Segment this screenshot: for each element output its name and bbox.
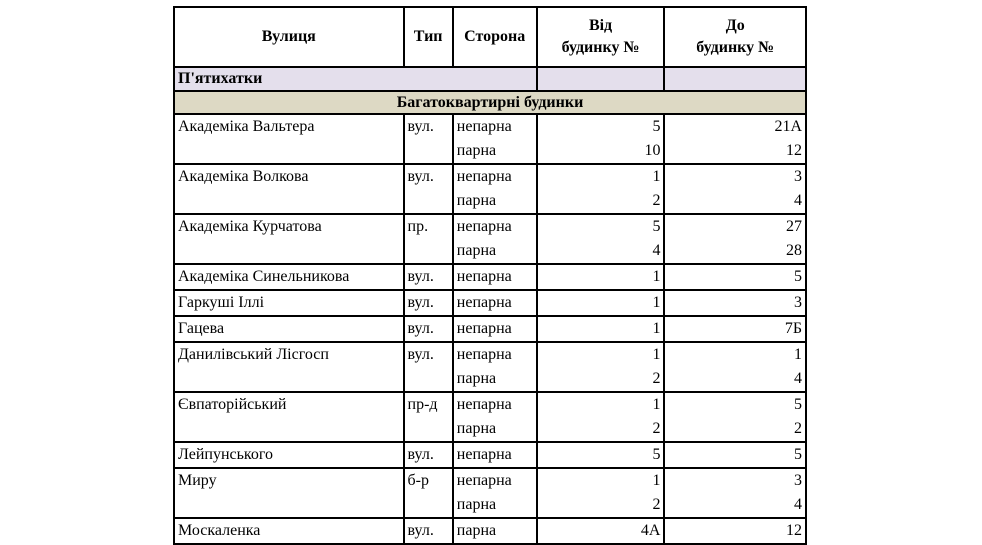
to-house-number: 3 <box>794 168 802 185</box>
to-cell <box>664 114 806 164</box>
street-type: вул. <box>404 518 453 544</box>
from-house-number: 2 <box>652 370 661 387</box>
district-to-empty <box>664 67 806 91</box>
street-type: вул. <box>404 442 453 468</box>
street-name: Гацева <box>174 316 404 342</box>
to-house-number: 4 <box>794 192 802 209</box>
side-cell <box>453 114 537 164</box>
table-row <box>174 290 806 316</box>
district-name: П'ятихатки <box>174 67 537 91</box>
header-side: Сторона <box>453 7 537 67</box>
district-from-empty <box>537 67 665 91</box>
street-type: вул. <box>404 264 453 290</box>
street-name: Академіка Волкова <box>174 164 404 214</box>
side-value: непарна <box>456 268 512 285</box>
from-house-number: 2 <box>652 192 661 209</box>
table-row <box>174 164 806 214</box>
to-house-number: 4 <box>794 370 802 387</box>
from-cell <box>537 264 665 290</box>
street-type: вул. <box>404 164 453 214</box>
table-row <box>174 392 806 442</box>
street-name: Данилівський Лісгосп <box>174 342 404 392</box>
street-name: Москаленка <box>174 518 404 544</box>
category-row <box>174 91 806 114</box>
to-house-number: 7Б <box>784 320 802 337</box>
side-cell <box>453 442 537 468</box>
street-type: б-р <box>404 468 453 518</box>
header-row <box>174 7 806 67</box>
to-cell <box>664 442 806 468</box>
side-value: парна <box>456 242 497 259</box>
side-cell <box>453 164 537 214</box>
from-house-number: 4А <box>640 522 661 539</box>
side-value: парна <box>456 192 497 209</box>
table-row <box>174 264 806 290</box>
side-cell <box>453 392 537 442</box>
side-cell <box>453 342 537 392</box>
table-row <box>174 114 806 164</box>
side-value: парна <box>456 522 497 539</box>
from-house-number: 10 <box>644 142 661 159</box>
to-house-number: 3 <box>794 472 802 489</box>
street-name: Миру <box>174 468 404 518</box>
header-to-line2: будинку № <box>696 39 775 56</box>
category-name: Багатоквартирні будинки <box>174 91 806 114</box>
from-cell <box>537 114 665 164</box>
from-cell <box>537 392 665 442</box>
to-cell <box>664 214 806 264</box>
from-cell <box>537 342 665 392</box>
table-row <box>174 468 806 518</box>
from-cell <box>537 468 665 518</box>
to-cell <box>664 164 806 214</box>
side-cell <box>453 316 537 342</box>
street-name: Євпаторійський <box>174 392 404 442</box>
street-name: Академіка Синельникова <box>174 264 404 290</box>
to-cell <box>664 342 806 392</box>
side-value: непарна <box>456 168 512 185</box>
from-house-number: 4 <box>652 242 661 259</box>
table-row <box>174 518 806 544</box>
side-value: парна <box>456 370 497 387</box>
side-value: непарна <box>456 346 512 363</box>
street-name: Лейпунського <box>174 442 404 468</box>
header-street: Вулиця <box>174 7 404 67</box>
to-house-number: 3 <box>794 294 802 311</box>
street-type: вул. <box>404 342 453 392</box>
from-house-number: 1 <box>652 346 661 363</box>
from-house-number: 1 <box>652 320 661 337</box>
from-cell <box>537 290 665 316</box>
side-value: непарна <box>456 446 512 463</box>
to-house-number: 12 <box>786 522 802 539</box>
side-value: непарна <box>456 294 512 311</box>
side-cell <box>453 468 537 518</box>
street-type: вул. <box>404 290 453 316</box>
side-cell <box>453 518 537 544</box>
header-from <box>537 7 665 67</box>
to-house-number: 12 <box>786 142 802 159</box>
to-cell <box>664 468 806 518</box>
side-cell <box>453 290 537 316</box>
street-type: пр-д <box>404 392 453 442</box>
street-type: вул. <box>404 316 453 342</box>
to-house-number: 5 <box>794 396 802 413</box>
to-house-number: 2 <box>794 420 802 437</box>
from-house-number: 1 <box>652 472 661 489</box>
table-row <box>174 214 806 264</box>
header-from-line2: будинку № <box>561 39 640 56</box>
to-house-number: 1 <box>794 346 802 363</box>
from-house-number: 1 <box>652 268 661 285</box>
side-value: парна <box>456 142 497 159</box>
to-cell <box>664 392 806 442</box>
street-name: Гаркуші Іллі <box>174 290 404 316</box>
to-cell <box>664 264 806 290</box>
from-house-number: 5 <box>652 446 661 463</box>
to-cell <box>664 290 806 316</box>
from-cell <box>537 214 665 264</box>
street-type: вул. <box>404 114 453 164</box>
from-house-number: 5 <box>652 118 661 135</box>
table-row <box>174 342 806 392</box>
to-house-number: 27 <box>786 218 802 235</box>
to-house-number: 21А <box>774 118 802 135</box>
header-type: Тип <box>404 7 453 67</box>
district-row <box>174 67 806 91</box>
table-row <box>174 442 806 468</box>
to-house-number: 5 <box>794 268 802 285</box>
side-value: непарна <box>456 218 512 235</box>
to-cell <box>664 316 806 342</box>
street-type: пр. <box>404 214 453 264</box>
from-cell <box>537 164 665 214</box>
from-house-number: 5 <box>652 218 661 235</box>
street-address-table <box>173 6 807 545</box>
side-value: парна <box>456 496 497 513</box>
street-name: Академіка Курчатова <box>174 214 404 264</box>
side-value: непарна <box>456 396 512 413</box>
from-house-number: 1 <box>652 396 661 413</box>
side-value: непарна <box>456 118 512 135</box>
header-to <box>664 7 806 67</box>
from-house-number: 1 <box>652 168 661 185</box>
to-cell <box>664 518 806 544</box>
from-cell <box>537 442 665 468</box>
side-value: непарна <box>456 320 512 337</box>
from-cell <box>537 518 665 544</box>
from-cell <box>537 316 665 342</box>
from-house-number: 1 <box>652 294 661 311</box>
header-from-line1: Від <box>588 17 613 34</box>
to-house-number: 4 <box>794 496 802 513</box>
street-name: Академіка Вальтера <box>174 114 404 164</box>
table-row <box>174 316 806 342</box>
side-cell <box>453 214 537 264</box>
side-cell <box>453 264 537 290</box>
to-house-number: 5 <box>794 446 802 463</box>
from-house-number: 2 <box>652 420 661 437</box>
header-to-line1: До <box>725 17 745 34</box>
from-house-number: 2 <box>652 496 661 513</box>
side-value: непарна <box>456 472 512 489</box>
side-value: парна <box>456 420 497 437</box>
to-house-number: 28 <box>786 242 802 259</box>
